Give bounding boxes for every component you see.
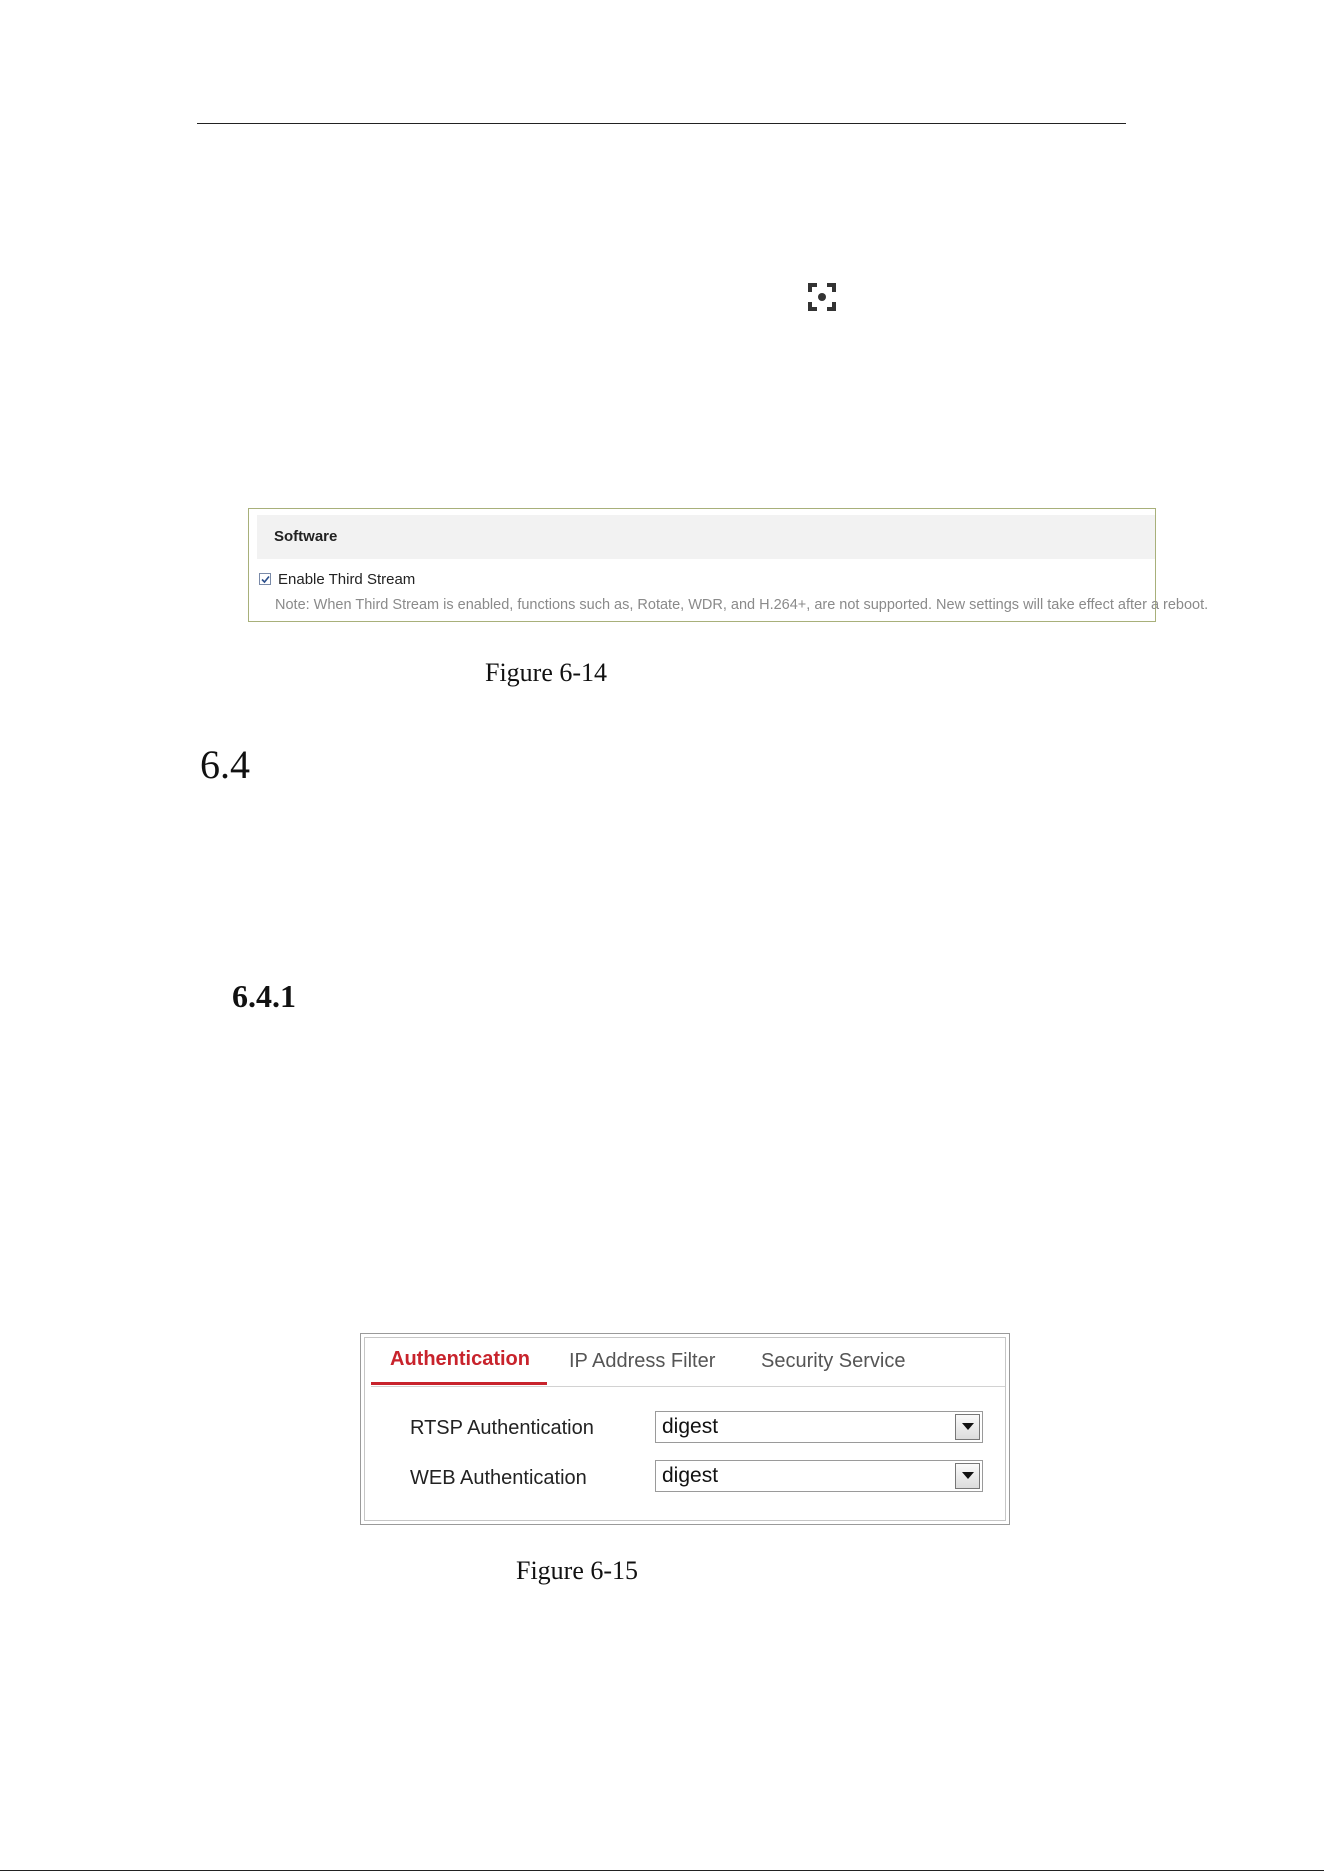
- subsection-heading-6-4-1: 6.4.1: [232, 978, 296, 1014]
- figure-caption-6-15: Figure 6-15: [516, 1556, 639, 1585]
- web-authentication-select[interactable]: [655, 1460, 983, 1492]
- software-panel-title: Software: [257, 515, 1155, 559]
- tab-security-service[interactable]: Security Service: [761, 1350, 906, 1372]
- web-authentication-label: WEB Authentication: [410, 1467, 587, 1489]
- figure-caption-6-14: Figure 6-14: [485, 658, 608, 687]
- tab-ip-address-filter[interactable]: IP Address Filter: [569, 1350, 716, 1372]
- checkmark-icon: [260, 574, 271, 585]
- software-panel: [248, 508, 1209, 622]
- rtsp-dropdown-button[interactable]: [955, 1414, 980, 1440]
- header-rule: [197, 123, 1126, 124]
- rtsp-authentication-select[interactable]: [655, 1411, 983, 1443]
- web-authentication-value: digest: [662, 1464, 719, 1487]
- security-settings-panel: [360, 1333, 1010, 1525]
- rtsp-authentication-value: digest: [662, 1415, 719, 1438]
- third-stream-note: Note: When Third Stream is enabled, functions such as, Rotate, WDR, and H.264+, are not supported. New settings will take effect after a reboot.: [275, 597, 1209, 613]
- security-settings-frame: [364, 1337, 1006, 1521]
- enable-third-stream-label: Enable Third Stream: [278, 570, 416, 588]
- tab-authentication[interactable]: Authentication: [371, 1338, 547, 1385]
- footer-rule: [0, 1870, 1324, 1871]
- enable-third-stream-checkbox[interactable]: [259, 573, 271, 585]
- rtsp-authentication-label: RTSP Authentication: [410, 1417, 594, 1439]
- section-heading-6-4: 6.4: [200, 742, 250, 787]
- triangle-down-icon: [962, 1423, 974, 1431]
- focus-frame-icon: [808, 283, 836, 311]
- triangle-down-icon: [962, 1472, 974, 1480]
- security-tabs: [371, 1338, 1005, 1387]
- web-dropdown-button[interactable]: [955, 1463, 980, 1489]
